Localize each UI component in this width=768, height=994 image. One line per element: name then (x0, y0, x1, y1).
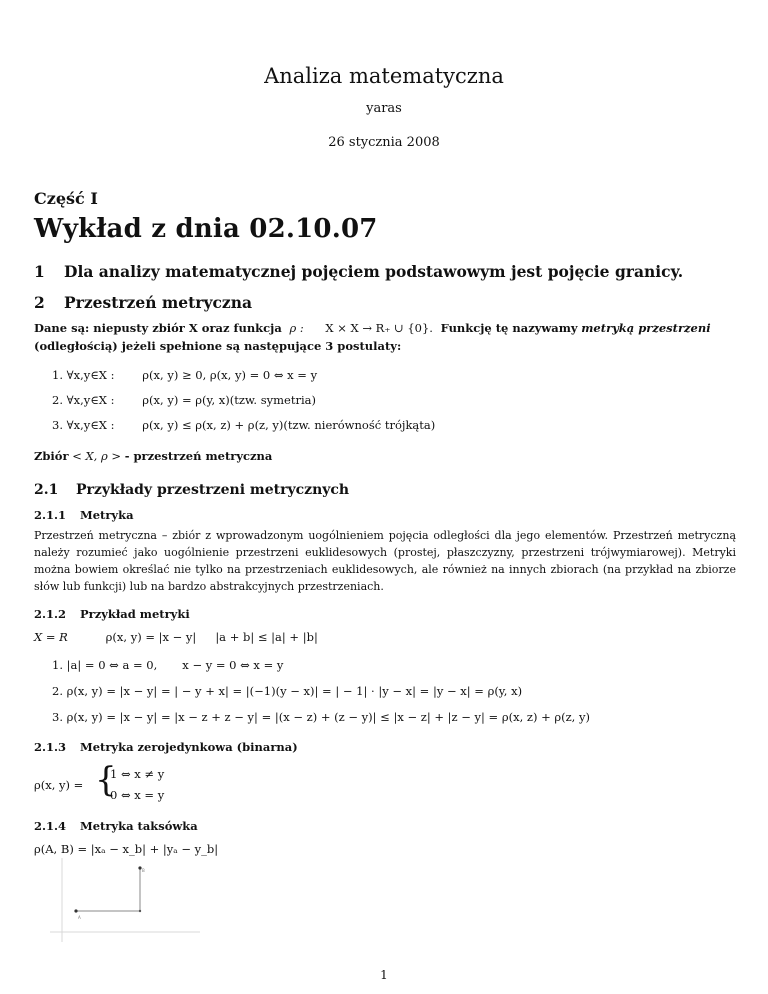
item-formula: x − y = 0 ⇔ x = y (182, 658, 284, 672)
item-formula: ρ(x, y) = |x − y| = |x − z + z − y| = |(x − z) + (z − y)| ≤ |x − z| + |z − y| = ρ(x, z) + ρ(z, y) (66, 710, 590, 724)
postulate-number: 2. (52, 393, 63, 407)
postulate-formula: ρ(x, y) ≤ ρ(x, z) + ρ(z, y)(tzw. nierówność trójkąta) (142, 418, 436, 432)
binary-metric-lhs: ρ(x, y) = (34, 778, 84, 792)
postulate-formula: ρ(x, y) ≥ 0, ρ(x, y) = 0 ⇔ x = y (142, 368, 318, 382)
postulate-quantifier: ∀x,y∈X : (66, 418, 115, 432)
subsection-title: Przykłady przestrzeni metrycznych (76, 482, 350, 498)
example-inequality: |a + b| ≤ |a| + |b| (215, 630, 318, 644)
subsubsection-number: 2.1.2 (34, 607, 67, 621)
postulate-3 (52, 418, 435, 432)
document-title: Analiza matematyczna (264, 64, 504, 88)
document-date: 26 stycznia 2008 (328, 135, 440, 150)
lecture-heading: Wykład z dnia 02.10.07 (34, 214, 378, 244)
part-heading: Część I (34, 189, 98, 208)
subsubsection-title: Metryka (80, 508, 134, 522)
item-number: 2. (52, 684, 63, 698)
section-number: 1 (34, 262, 45, 281)
postulate-quantifier: ∀x,y∈X : (66, 393, 115, 407)
section-2-heading (34, 293, 252, 312)
subsection-2-1-heading (34, 482, 349, 498)
definition-text: Dane są: niepusty zbiór X oraz funkcja (34, 321, 282, 335)
section-number: 2 (34, 293, 45, 312)
postulate-formula: ρ(x, y) = ρ(y, x)(tzw. symetria) (142, 393, 316, 407)
section-title: Dla analizy matematycznej pojęciem podstawowym jest pojęcie granicy. (64, 262, 684, 281)
point-a (74, 909, 77, 912)
metric-term: metryką przestrzeni (581, 321, 711, 335)
example-item-3 (52, 710, 590, 724)
subsubsection-number: 2.1.1 (34, 508, 67, 522)
item-formula: |a| = 0 ⇔ a = 0, (66, 658, 158, 672)
subsubsection-title: Przykład metryki (80, 607, 190, 621)
postulate-1 (52, 368, 317, 382)
space-formula: < X, ρ > (72, 449, 122, 463)
section-title: Przestrzeń metryczna (64, 293, 253, 312)
corner-point (139, 910, 141, 912)
postulate-2 (52, 393, 316, 407)
binary-case-2: 0 ⇔ x = y (110, 788, 165, 802)
left-brace: { (95, 760, 117, 800)
metryka-paragraph: Przestrzeń metryczna – zbiór z wprowadzonym uogólnieniem pojęcia odległości dla jego elementów. Przestrzeń metryczną należy rozumieć jako uogólnienie przestrzeni euklidesowych (prostej, płaszczyzny, przestrzeni trójwymiarowej). Metryki można bowiem określać nie tylko na przestrzeniach euklidesowych, ale również na innych zbiorach (na przykład na zbiorze słów lub funkcji) lub na bardzo abstrakcyjnych przestrzeniach. (34, 529, 736, 593)
subsubsection-2-1-3-heading (34, 740, 298, 754)
subsubsection-2-1-2-heading (34, 607, 190, 621)
item-number: 1. (52, 658, 63, 672)
taxi-metric-formula: ρ(A, B) = |xₐ − x_b| + |yₐ − y_b| (34, 842, 219, 856)
example-item-1 (52, 658, 283, 672)
item-number: 3. (52, 710, 63, 724)
document-author: yaras (366, 101, 402, 116)
metric-space-line (34, 449, 272, 463)
space-label: Zbiór (34, 449, 69, 463)
subsubsection-2-1-1-heading (34, 508, 134, 522)
section-1-heading (34, 262, 683, 281)
metric-mapping: X × X → R₊ ∪ {0}. (325, 321, 433, 335)
point-b-label: B (142, 868, 145, 873)
postulate-quantifier: ∀x,y∈X : (66, 368, 115, 382)
taxicab-figure (50, 858, 200, 944)
subsubsection-number: 2.1.4 (34, 819, 67, 833)
example-metric: ρ(x, y) = |x − y| (105, 630, 197, 644)
point-a-label: A (78, 915, 81, 920)
postulate-number: 1. (52, 368, 63, 382)
subsubsection-title: Metryka zerojedynkowa (binarna) (80, 740, 298, 754)
definition-text: Funkcję tę nazywamy (440, 321, 578, 335)
item-formula: ρ(x, y) = |x − y| = | − y + x| = |(−1)(y − x)| = | − 1| · |y − x| = |y − x| = ρ(y, x) (66, 684, 523, 698)
metric-definition-line1 (34, 321, 711, 335)
subsubsection-title: Metryka taksówka (80, 819, 198, 833)
space-label: - przestrzeń metryczna (124, 449, 273, 463)
subsubsection-2-1-4-heading (34, 819, 198, 833)
postulate-number: 3. (52, 418, 63, 432)
page-number: 1 (380, 968, 388, 982)
binary-case-1: 1 ⇔ x ≠ y (110, 767, 165, 781)
subsection-number: 2.1 (34, 482, 59, 498)
example-set: X = R (34, 630, 68, 644)
metric-definition-line2: (odległością) jeżeli spełnione są następujące 3 postulaty: (34, 339, 402, 353)
rho-symbol: ρ : (289, 321, 304, 335)
subsubsection-number: 2.1.3 (34, 740, 67, 754)
example-header (34, 630, 318, 644)
example-item-2 (52, 684, 522, 698)
